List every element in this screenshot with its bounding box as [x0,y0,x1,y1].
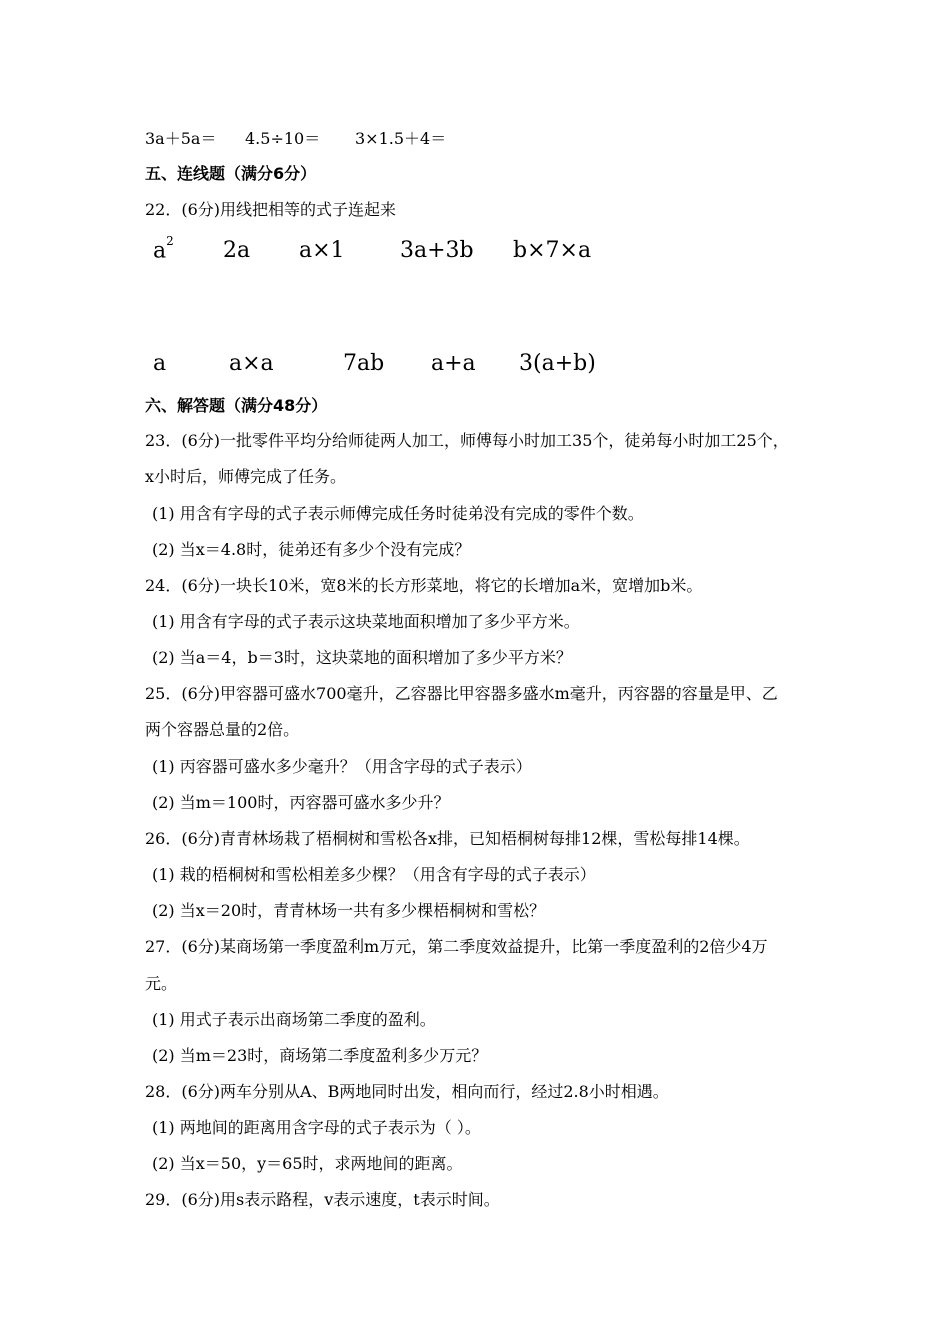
q22-stem: 22．(6分)用线把相等的式子连起来 [145,200,397,219]
q27-stem-line2: 元。 [145,974,178,993]
q22-bottom-item: 7ab [343,351,385,376]
q28-stem: 28．(6分)两车分别从A、B两地同时出发，相向而行，经过2.8小时相遇。 [145,1082,669,1101]
q22-top-item: 3a+3b [400,238,474,263]
q25-part1: (1) 丙容器可盛水多少毫升？（用含字母的式子表示） [152,757,532,776]
q22-bottom-row [153,351,653,381]
q26-part2: (2) 当x＝20时，青青林场一共有多少棵梧桐树和雪松？ [152,901,546,920]
q23-part1: (1) 用含有字母的式子表示师傅完成任务时徒弟没有完成的零件个数。 [152,504,644,523]
q27-stem-line1: 27．(6分)某商场第一季度盈利m万元，第二季度效益提升，比第一季度盈利的2倍少4万 [145,937,768,956]
q27-part1: (1) 用式子表示出商场第二季度的盈利。 [152,1010,436,1029]
q22-bottom-item: a [153,351,167,376]
q28-part1: (1) 两地间的距离用含字母的式子表示为（ ）。 [152,1118,481,1137]
q26-stem: 26．(6分)青青林场栽了梧桐树和雪松各x排，已知梧桐树每排12棵，雪松每排14棵。 [145,829,750,848]
q24-part2: (2) 当a＝4，b＝3时，这块菜地的面积增加了多少平方米？ [152,648,572,667]
q22-bottom-item: a×a [229,351,274,376]
q26-part1: (1) 栽的梧桐树和雪松相差多少棵？（用含有字母的式子表示） [152,865,596,884]
calc-item-3: 3×1.5＋4＝ [355,129,447,148]
q25-stem-line1: 25．(6分)甲容器可盛水700毫升，乙容器比甲容器多盛水m毫升，丙容器的容量是甲、乙 [145,684,778,703]
q23-stem-line1: 23．(6分)一批零件平均分给师徒两人加工，师傅每小时加工35个，徒弟每小时加工25个， [145,431,789,450]
section-6-title: 六、解答题（满分48分） [145,396,328,415]
q22-top-a-squared: $a^2$ [153,234,174,264]
q23-stem-line2: x小时后，师傅完成了任务。 [145,467,347,486]
q22-top-item: a×1 [299,238,345,263]
q25-stem-line2: 两个容器总量的2倍。 [145,720,300,739]
q22-top-item: b×7×a [513,238,592,263]
q22-top-item: 2a [223,238,251,263]
q27-part2: (2) 当m＝23时，商场第二季度盈利多少万元？ [152,1046,488,1065]
q25-part2: (2) 当m＝100时，丙容器可盛水多少升？ [152,793,450,812]
q24-part1: (1) 用含有字母的式子表示这块菜地面积增加了多少平方米。 [152,612,580,631]
q23-part2: (2) 当x＝4.8时，徒弟还有多少个没有完成？ [152,540,471,559]
q29-stem: 29．(6分)用s表示路程，v表示速度，t表示时间。 [145,1190,500,1209]
section-5-title: 五、连线题（满分6分） [145,164,317,183]
calc-item-2: 4.5÷10＝ [245,129,321,148]
calc-item-1: 3a＋5a＝ [145,129,217,148]
q22-bottom-item: a+a [431,351,476,376]
q22-top-row [153,234,653,268]
q22-bottom-item: 3(a+b) [519,351,596,376]
q28-part2: (2) 当x＝50，y＝65时，求两地间的距离。 [152,1154,463,1173]
calc-line [145,129,745,149]
q24-stem: 24．(6分)一块长10米，宽8米的长方形菜地，将它的长增加a米，宽增加b米。 [145,576,703,595]
